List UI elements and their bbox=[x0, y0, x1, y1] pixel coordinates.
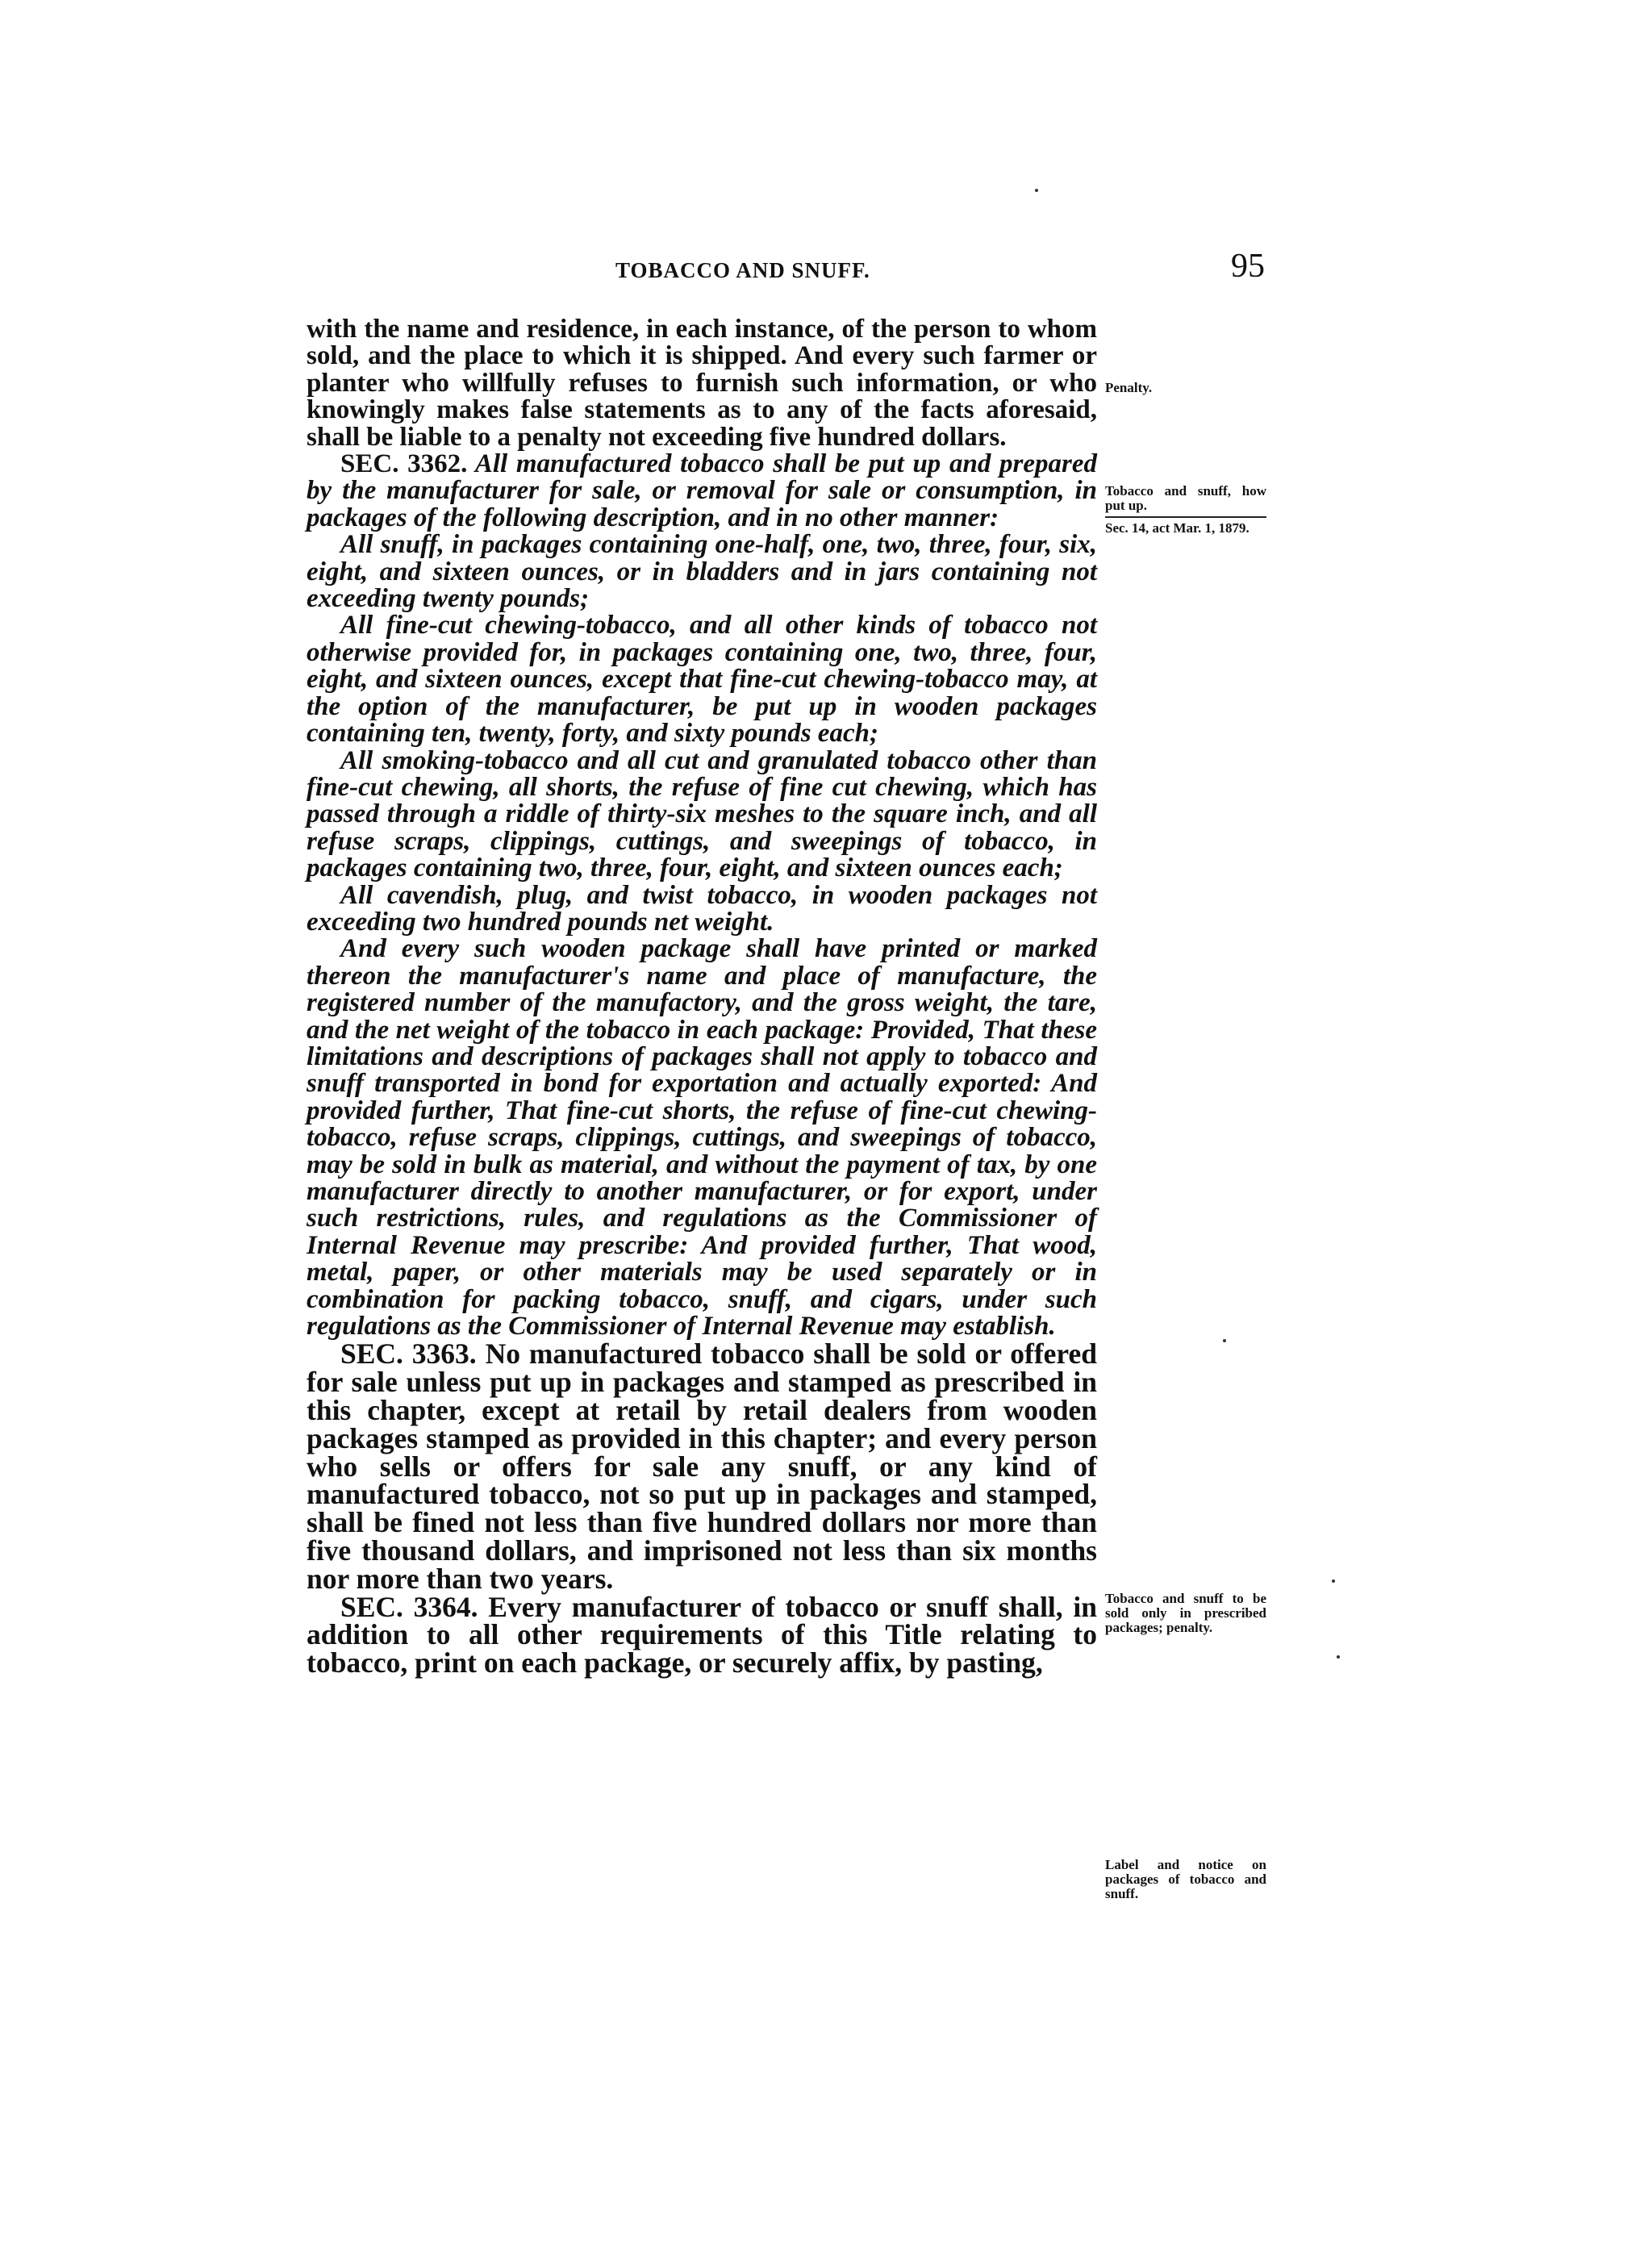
section-3362 bbox=[307, 451, 1097, 532]
page-header bbox=[309, 248, 1265, 300]
paragraph-cavendish: All cavendish, plug, and twist tobacco, in wooden packages not exceeding two hundred pounds net weight. bbox=[307, 880, 1097, 937]
section-3364-text: Every manufacturer of tobacco or snuff shall, in addition to all other requirements of this Title relating to tobacco, print on each package, or securely affix, by pasting, bbox=[307, 1590, 1098, 1680]
paragraph-wooden-package: And every such wooden package shall have printed or marked thereon the manufacturer's name and place of manufacture, the registered number of the manufactory, and the gross weight, the tare, and the net weight of the tobacco in each package: Provided, That these limitations and descriptions of packages shall not apply to tobacco and snuff transported in bond for exportation and actually exported: And provided further, That fine-cut shorts, the refuse of fine-cut chewing-tobacco, refuse scraps, clippings, cuttings, and sweepings of tobacco, may be sold in bulk as material, and without the payment of tax, by one manufacturer directly to another manufacturer, or for export, under such restrictions, rules, and regulations as the Commissioner of Internal Revenue may prescribe: And provided further, That wood, metal, paper, or other materials may be used separately or in combination for packing tobacco, snuff, and cigars, under such regulations as the Commissioner of Internal Revenue may establish. bbox=[307, 934, 1097, 1342]
section-3364-heading: SEC. 3364. bbox=[340, 1590, 478, 1623]
scan-speck bbox=[1332, 1579, 1335, 1583]
margin-note-penalty: Penalty. bbox=[1105, 380, 1153, 395]
scan-speck bbox=[1337, 1655, 1340, 1659]
section-3362-text: All manufactured tobacco shall be put up and prepared by the manufacturer for sale, or removal for sale or consumption, in packages of the following description, and in no other manner: bbox=[307, 449, 1097, 532]
section-3363 bbox=[307, 1337, 1098, 1595]
margin-note-how-put-up bbox=[1105, 484, 1266, 536]
section-3362-heading: SEC. 3362. bbox=[340, 449, 468, 479]
paragraph-fine-cut: All fine-cut chewing-tobacco, and all other kinds of tobacco not otherwise provided for, in packages containing one, two, three, four, eight, and sixteen ounces, except that fine-cut chewing-tobacco may, at the option of the manufacturer, be put up in wooden packages containing ten, twenty, forty, and sixty pounds each; bbox=[307, 611, 1097, 749]
scan-speck bbox=[1223, 1339, 1226, 1342]
running-head: TOBACCO AND SNUFF. bbox=[615, 258, 870, 282]
section-3364 bbox=[307, 1590, 1098, 1680]
paragraph-snuff: All snuff, in packages containing one-half, one, two, three, four, six, eight, and sixteen ounces, or in bladders and in jars containing not exceeding twenty pounds; bbox=[307, 530, 1097, 614]
margin-note-label-notice: Label and notice on packages of tobacco and snuff. bbox=[1105, 1857, 1266, 1901]
page-number: 95 bbox=[1231, 248, 1265, 285]
paragraph-smoking-tobacco: All smoking-tobacco and all cut and granulated tobacco other than fine-cut chewing, all shorts, the refuse of fine cut chewing, which has passed through a riddle of thirty-six meshes to the square inch, and all refuse scraps, clippings, cuttings, and sweepings of tobacco, in packages containing two, three, four, eight, and sixteen ounces each; bbox=[307, 745, 1097, 883]
margin-note-how-put-up-text: Tobacco and snuff, how put up. bbox=[1105, 483, 1266, 513]
margin-rule bbox=[1105, 516, 1266, 518]
margin-note-prescribed-packages: Tobacco and snuff to be sold only in prescribed packages; penalty. bbox=[1105, 1591, 1266, 1635]
section-3363-heading: SEC. 3363. bbox=[340, 1337, 477, 1371]
main-text-column bbox=[307, 315, 1098, 1680]
paragraph-continuation: with the name and residence, in each instance, of the person to whom sold, and the place to which it is shipped. And every such farmer or planter who willfully refuses to furnish such information, or who knowingly makes false statements as to any of the facts aforesaid, shall be liable to a penalty not exceeding five hundred dollars. bbox=[307, 315, 1097, 452]
scan-speck bbox=[1035, 189, 1038, 192]
section-3363-text: No manufactured tobacco shall be sold or offered for sale unless put up in packages and stamped as prescribed in this chapter, except at retail by retail dealers from wooden packages stamped as provided in this chapter; and every person who sells or offers for sale any snuff, or any kind of manufactured tobacco, not so put up in packages and stamped, shall be fined not less than five hundred dollars nor more than five thousand dollars, and imprisoned not less than six months nor more than two years. bbox=[307, 1337, 1098, 1595]
margin-note-citation: Sec. 14, act Mar. 1, 1879. bbox=[1105, 520, 1249, 536]
